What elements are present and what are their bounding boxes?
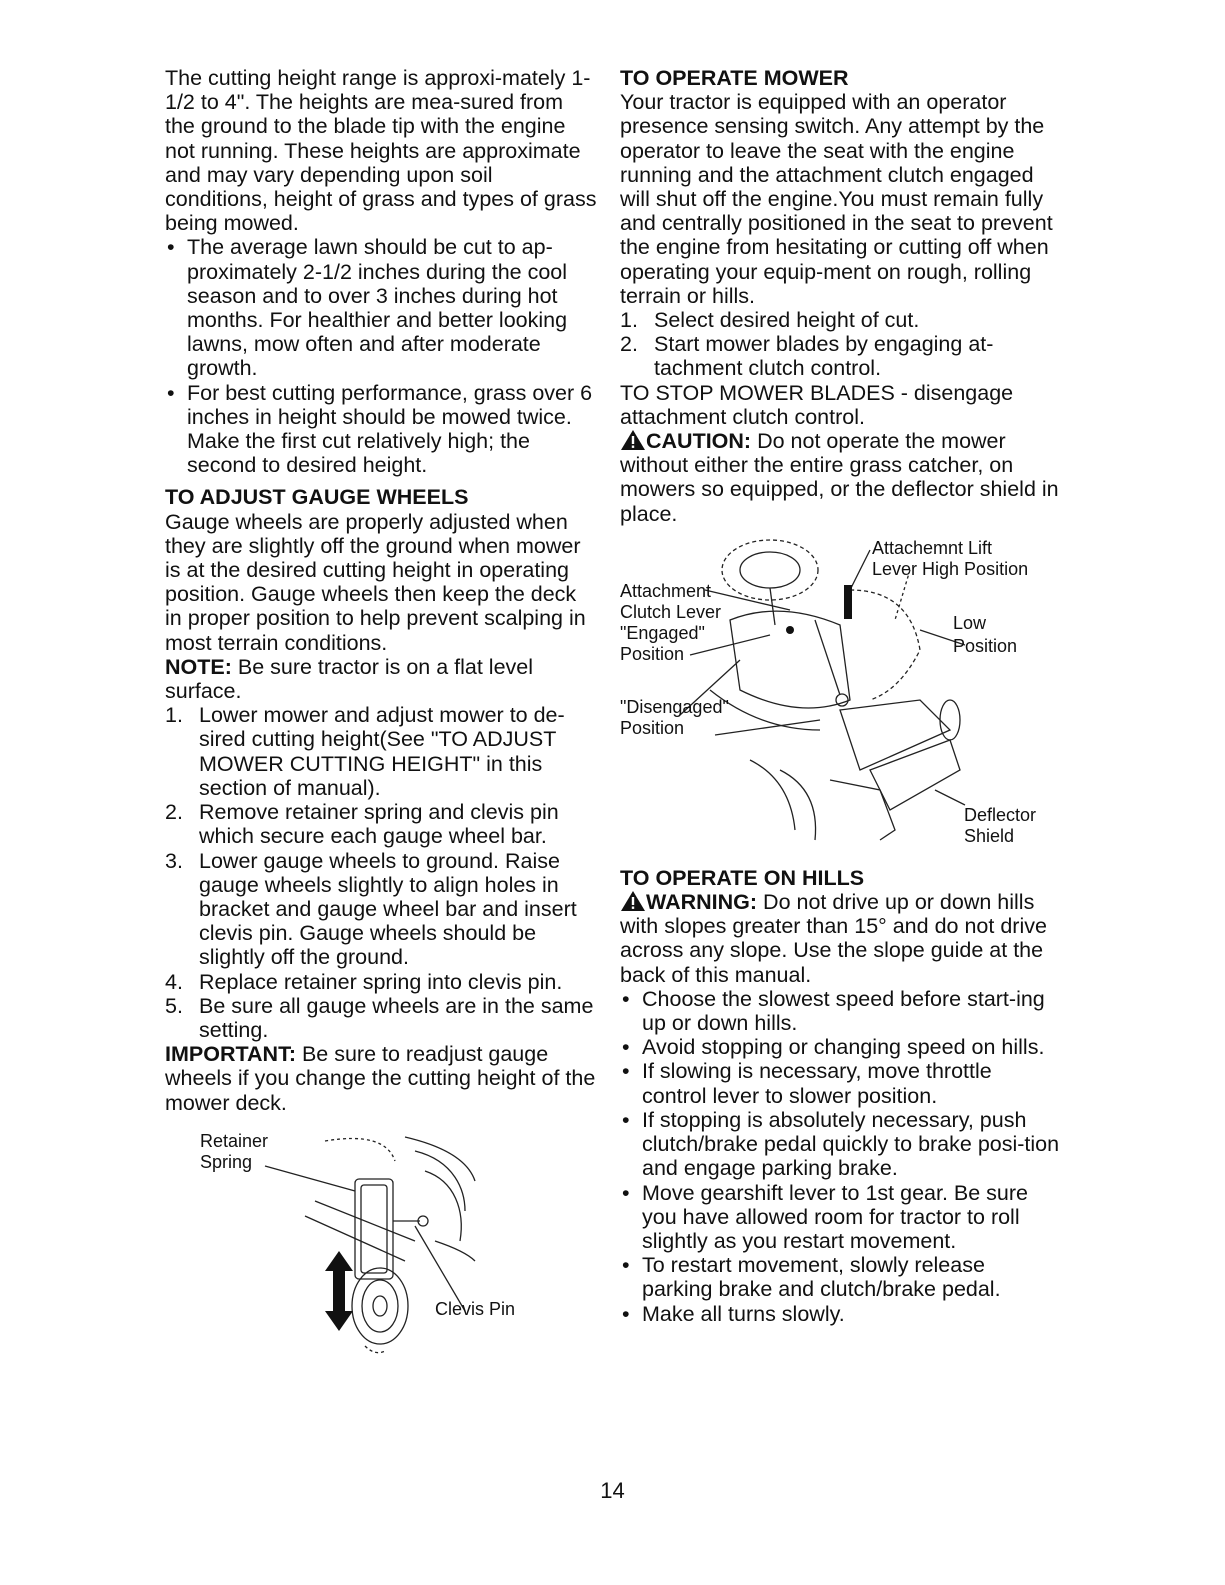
disengaged-label-line1: "Disengaged"	[620, 696, 729, 717]
stop-blades-text: TO STOP MOWER BLADES - disengage attachment clutch control.	[620, 380, 1014, 429]
operate-steps	[620, 308, 1060, 381]
step-text: Lower gauge wheels to ground. Raise gauge wheels slightly to align holes in bracket and gauge wheel bar and insert clevis pin. Gauge wheels should be slightly off the ground.	[199, 848, 577, 970]
spring-label: Spring	[200, 1151, 253, 1172]
clevis-pin-label: Clevis Pin	[435, 1298, 516, 1319]
gauge-wheel-illustration	[165, 1121, 565, 1361]
warning-label: WARNING:	[646, 890, 758, 915]
deflector-label-line2: Shield	[964, 825, 1015, 846]
list-item: • Choose the slowest speed before start-ing up or down hills.	[620, 987, 1060, 1035]
disengaged-label-line2: Position	[620, 717, 685, 738]
step-text: Select desired height of cut.	[654, 308, 920, 333]
list-item: • For best cutting performance, grass over 6 inches in height should be mowed twice. Make the first cut relatively high; the second to desired height.	[165, 381, 597, 478]
warning-paragraph	[620, 890, 1060, 987]
attachment-label-line3: "Engaged"	[620, 622, 705, 643]
list-item	[165, 970, 597, 994]
hills-bullets	[620, 987, 1060, 1326]
list-item	[620, 308, 1060, 332]
step-number: 1.	[165, 703, 183, 728]
tractor-illustration	[620, 530, 1060, 860]
list-item: • If stopping is absolutely necessary, push clutch/brake pedal quickly to brake posi-tion and engage parking brake.	[620, 1108, 1060, 1181]
list-item	[165, 994, 597, 1042]
step-number: 5.	[165, 993, 183, 1018]
note-label: NOTE:	[165, 654, 232, 679]
retainer-label: Retainer	[200, 1130, 269, 1151]
deflector-label-line1: Deflector	[964, 804, 1037, 825]
lift-label-line2: Lever High Position	[872, 558, 1029, 579]
warning-triangle-icon	[620, 890, 646, 912]
step-number: 4.	[165, 969, 183, 994]
step-text: Be sure all gauge wheels are in the same setting.	[199, 993, 594, 1042]
low-label-line2: Position	[953, 635, 1018, 656]
hills-heading: TO OPERATE ON HILLS	[620, 865, 865, 890]
list-item: • Make all turns slowly.	[620, 1302, 1060, 1326]
caution-paragraph	[620, 429, 1060, 526]
warning-triangle-icon	[620, 429, 646, 451]
step-number: 2.	[165, 800, 183, 825]
step-number: 1.	[620, 308, 638, 333]
page-number: 14	[600, 1478, 625, 1503]
attachment-label-line1: Attachment	[620, 580, 712, 601]
operate-mower-heading: TO OPERATE MOWER	[620, 66, 849, 90]
low-label-line1: Low	[953, 612, 987, 633]
gauge-wheel-steps	[165, 703, 597, 1042]
important-paragraph	[165, 1042, 597, 1115]
important-text: Be sure to readjust gauge wheels if you change the cutting height of the mower deck.	[165, 1042, 596, 1115]
note-text: Be sure tractor is on a flat level surface.	[165, 654, 534, 704]
list-item	[620, 332, 1060, 380]
warning-text: Do not drive up or down hills with slopes greater than 15° and do not drive across any slope. Use the slope guide at the back of this manual.	[620, 890, 1047, 987]
list-item: • To restart movement, slowly release parking brake and clutch/brake pedal.	[620, 1253, 1060, 1301]
cutting-height-bullets	[165, 235, 597, 477]
gauge-wheels-text: Gauge wheels are properly adjusted when they are slightly off the ground when mower is at the desired cutting height in operating position. Gauge wheels then keep the deck in proper position to help prevent scalping in most terrain conditions.	[165, 509, 586, 655]
caution-label: CAUTION:	[646, 429, 752, 454]
note-paragraph	[165, 655, 597, 703]
left-column	[165, 66, 597, 1361]
right-column	[620, 66, 1060, 1326]
attachment-label-line2: Clutch Lever	[620, 601, 722, 622]
gauge-wheels-heading: TO ADJUST GAUGE WHEELS	[165, 485, 469, 510]
step-text: Lower mower and adjust mower to de-sired cutting height(See "TO ADJUST MOWER CUTTING HEIGHT" in this section of manual).	[199, 703, 565, 800]
operate-mower-text: Your tractor is equipped with an operator presence sensing switch. Any attempt by the operator to leave the seat with the engine running and the attachment clutch engaged will shut off the engine.You must remain fully and centrally positioned in the seat to prevent the engine from hesitating or cutting off when operating your equip-ment on rough, rolling terrain or hills.	[620, 90, 1053, 308]
step-text: Replace retainer spring into clevis pin.	[199, 969, 563, 994]
attachment-label-line4: Position	[620, 643, 685, 664]
list-item	[165, 703, 597, 800]
list-item	[165, 800, 597, 848]
list-item: • Avoid stopping or changing speed on hills.	[620, 1035, 1060, 1059]
cutting-height-intro: The cutting height range is approxi-mately 1-1/2 to 4". The heights are mea-sured from the ground to the blade tip with the engine not running. These heights are approximate and may vary depending upon soil conditions, height of grass and types of grass being mowed.	[165, 66, 597, 236]
step-text: Remove retainer spring and clevis pin which secure each gauge wheel bar.	[199, 800, 559, 849]
step-text: Start mower blades by engaging at-tachment clutch control.	[654, 332, 994, 381]
lift-label-line1: Attachemnt Lift	[872, 537, 993, 558]
caution-text: Do not operate the mower without either the entire grass catcher, on mowers so equipped, or the deflector shield in place.	[620, 429, 1059, 526]
step-number: 2.	[620, 332, 638, 357]
important-label: IMPORTANT:	[165, 1042, 296, 1067]
list-item	[165, 849, 597, 970]
list-item: • The average lawn should be cut to ap-proximately 2-1/2 inches during the cool season and to over 3 inches during hot months. For healthier and better looking lawns, mow often and after moderate growth.	[165, 235, 597, 380]
list-item: • If slowing is necessary, move throttle control lever to slower position.	[620, 1059, 1060, 1107]
step-number: 3.	[165, 848, 183, 873]
list-item: • Move gearshift lever to 1st gear. Be sure you have allowed room for tractor to roll slightly as you restart movement.	[620, 1181, 1060, 1254]
